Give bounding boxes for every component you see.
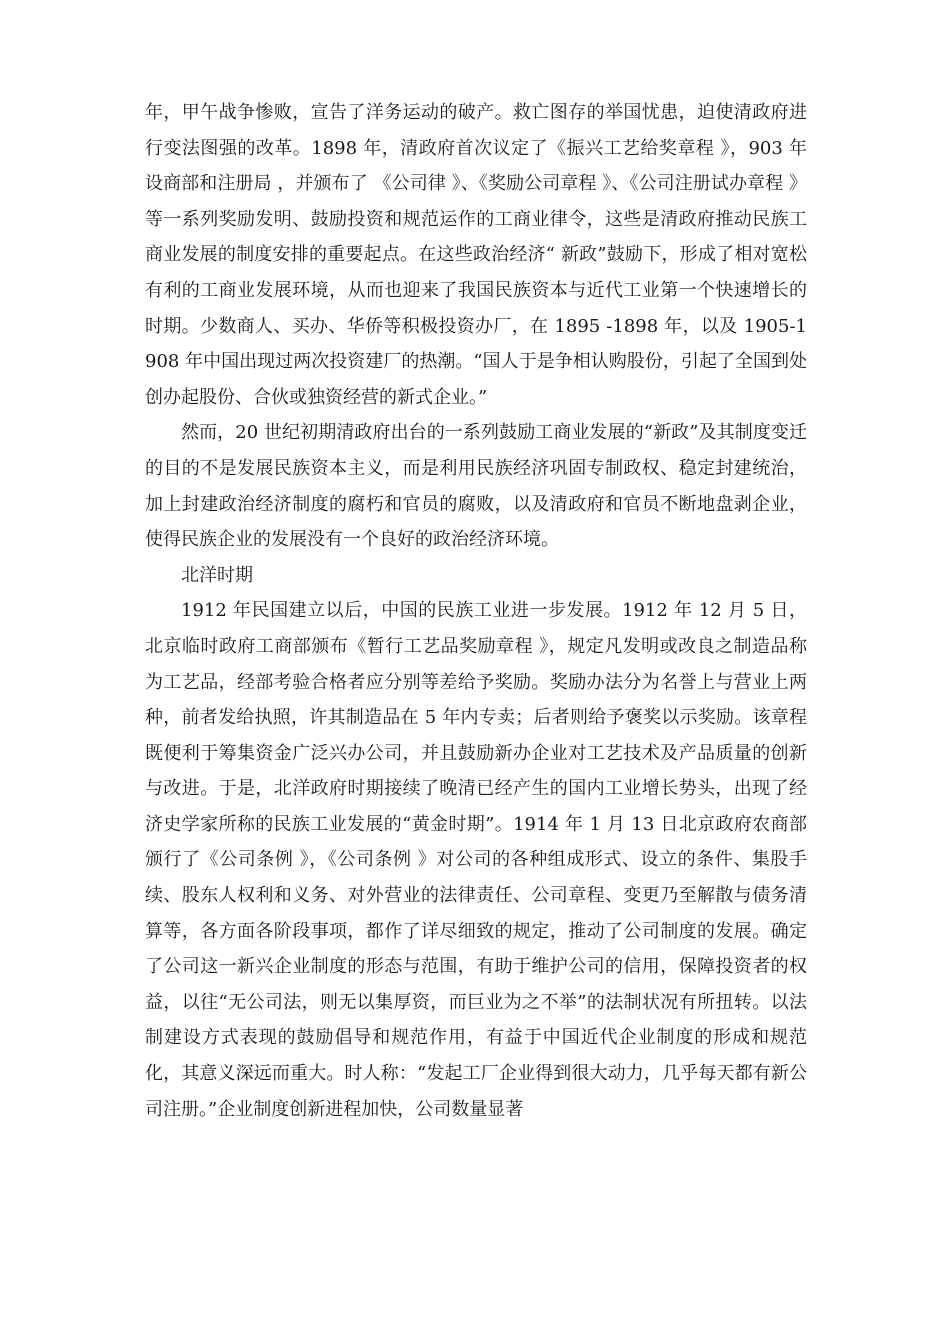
paragraph-new-policy: 然而，20 世纪初期清政府出台的一系列鼓励工商业发展的“新政”及其制度变迁的目的不是发展民族资本主义，而是利用民族经济巩固专制政权、稳定封建统治，加上封建政治经济制度的腐朽和官员的腐败，以及清政府和官员不断地盘剥企业，使得民族企业的发展没有一个良好的政治经济环境。 [145,422,807,551]
document-page [145,95,807,1127]
paragraph-beiyang: 1912 年民国建立以后，中国的民族工业进一步发展。1912 年 12 月 5 日，北京临时政府工商部颁布《暂行工艺品奖励章程 》，规定凡发明或改良之制造品称为工艺品，经部考验合格者应分别等差给予奖励。奖励办法分为名誉上与营业上两种，前者发给执照，许其制造品在 5 年内专卖；后者则给予褒奖以示奖励。该章程既便利于筹集资金广泛兴办公司，并且鼓励新办企业对工艺技术及产品质量的创新与改进。于是，北洋政府时期接续了晚清已经产生的国内工业增长势头，出现了经济史学家所称的民族工业发展的“黄金时期”。1914 年 1 月 13 日北京政府农商部颁行了《公司条例 》，《公司条例 》对公司的各种组成形式、设立的条件、集股手续、股东人权利和义务、对外营业的法律责任、公司章程、变更乃至解散与债务清算等，各方面各阶段事项，都作了详尽细致的规定，推动了公司制度的发展。确定了公司这一新兴企业制度的形态与范围，有助于维护公司的信用，保障投资者的权益，以往“无公司法，则无以集厚资，而巨业为之不举”的法制状况有所扭转。以法制建设方式表现的鼓励倡导和规范作用，有益于中国近代企业制度的形成和规范化，其意义深远而重大。时人称：“发起工厂企业得到很大动力，几乎每天都有新公司注册。”企业制度创新进程加快，公司数量显著 [145,600,807,1120]
section-heading-beiyang: 北洋时期 [181,564,253,586]
paragraph-continuation: 年，甲午战争惨败，宣告了洋务运动的破产。救亡图存的举国忧患，迫使清政府进行变法图强的改革。1898 年，清政府首次议定了《振兴工艺给奖章程 》，903 年设商部和注册局 ，并颁布了 《公司律 》、《奖励公司章程 》、《公司注册试办章程 》等一系列奖励发明、鼓励投资和规范运作的工商业律令，这些是清政府推动民族工商业发展的制度安排的重要起点。在这些政治经济“ 新政”鼓励下，形成了相对宽松有利的工商业发展环境，从而也迎来了我国民族资本与近代工业第一个快速增长的时期。少数商人、买办、华侨等积极投资办厂，在 1895 -1898 年，以及 1905-1908 年中国出现过两次投资建厂的热潮。“国人于是争相认购股份，引起了全国到处创办起股份、合伙或独资经营的新式企业。” [145,102,807,408]
